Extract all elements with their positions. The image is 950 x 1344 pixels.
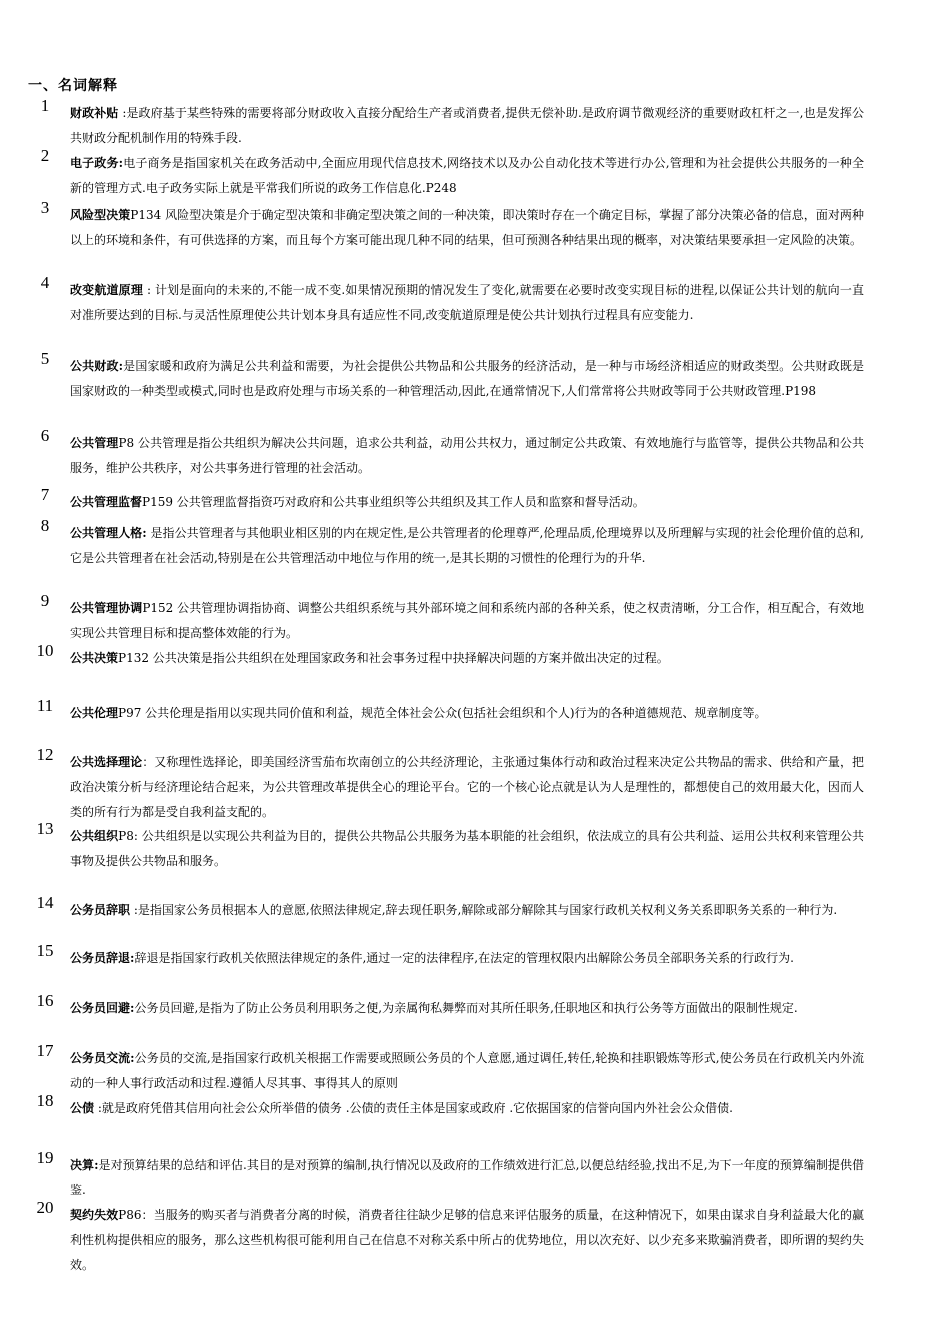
entry-body: 辞退是指国家行政机关依照法律规定的条件,通过一定的法律程序,在法定的管理权限内出解除公务员全部职务关系的行政行为. [134, 951, 794, 965]
entry-body: P134 风险型决策是介于确定型决策和非确定型决策之间的一种决策，即决策时存在一个确定目标，掌握了部分决策必备的信息，面对两种以上的环境和条件，有可供选择的方案，而且每个方案可能出现几种不同的结果，但可预测各种结果出现的概率，对决策结果要承担一定风险的决策。 [70, 208, 864, 247]
entry-number: 2 [40, 146, 50, 165]
entry-body: P8 公共管理是指公共组织为解决公共问题，追求公共利益，动用公共权力，通过制定公共政策、有效地施行与监管等，提供公共物品和公共服务，维护公共秩序，对公共事务进行管理的社会活动。 [70, 436, 864, 475]
entry-term: 公共选择理论 [70, 755, 143, 769]
entry-number: 19 [36, 1148, 54, 1167]
entry-body: P152 公共管理协调指协商、调整公共组织系统与其外部环境之间和系统内部的各种关系，使之权责清晰，分工合作，相互配合，有效地实现公共管理目标和提高整体效能的行为。 [70, 601, 864, 640]
entry-term: 公债 [70, 1101, 95, 1115]
entry-body: P132 公共决策是指公共组织在处理国家政务和社会事务过程中抉择解决问题的方案并做出决定的过程。 [118, 651, 669, 665]
entry-number: 1 [40, 96, 50, 115]
entry-number: 9 [40, 591, 50, 610]
entry-body: : 计划是面向的未来的,不能一成不变.如果情况预期的情况发生了变化,就需要在必要时改变实现目标的进程,以保证公共计划的航向一直对准所要达到的目标.与灵活性原理使公共计划本身具有适应性不同,改变航道原理是使公共计划执行过程具有应变能力. [70, 283, 864, 322]
entry-number: 18 [36, 1091, 54, 1110]
entry-number: 15 [36, 941, 54, 960]
entry-term: 财政补贴 [70, 106, 119, 120]
entry-term: 公务员辞退: [70, 951, 135, 965]
entry-term: 改变航道原理 [70, 283, 143, 297]
entry-number: 10 [36, 641, 54, 660]
entry-body: P86：当服务的购买者与消费者分离的时候，消费者往往缺少足够的信息来评估服务的质量，在这种情况下，如果由谋求自身利益最大化的赢利性机构提供相应的服务，那么这些机构很可能利用自己在信息不对称关系中所占的优势地位，用以次充好、以少充多来欺骗消费者，即所谓的契约失效。 [70, 1208, 864, 1272]
entry-term: 公共管理人格: [70, 526, 147, 540]
entry-body: :就是政府凭借其信用向社会公众所举借的债务 .公债的责任主体是国家或政府 .它依据国家的信誉向国内外社会公众借债. [94, 1101, 733, 1115]
entry-body: 是指公共管理者与其他职业相区别的内在规定性,是公共管理者的伦理尊严,伦理品质,伦理境界以及所理解与实现的社会伦理价值的总和,它是公共管理者在社会活动,特别是在公共管理活动中地位与作用的统一,是其长期的习惯性的伦理行为的升华. [70, 526, 864, 565]
entry-body: 公务员回避,是指为了防止公务员利用职务之便,为亲属徇私舞弊而对其所任职务,任职地区和执行公务等方面做出的限制性规定. [134, 1001, 798, 1015]
entry-number: 8 [40, 516, 50, 535]
entry-body: :是指国家公务员根据本人的意愿,依照法律规定,辞去现任职务,解除或部分解除其与国家行政机关权利义务关系即职务关系的一种行为. [130, 903, 838, 917]
entry-term: 公共管理 [70, 436, 119, 450]
entry-term: 公务员辞职 [70, 903, 131, 917]
entry-term: 公务员回避: [70, 1001, 135, 1015]
entry-body: 是对预算结果的总结和评估.其目的是对预算的编制,执行情况以及政府的工作绩效进行汇总,以便总结经验,找出不足,为下一年度的预算编制提供借鉴. [70, 1158, 865, 1197]
entry-term: 公务员交流: [70, 1051, 135, 1065]
entry-body: P97 公共伦理是指用以实现共同价值和利益，规范全体社会公众(包括社会组织和个人)行为的各种道德规范、规章制度等。 [118, 706, 767, 720]
entry-number: 14 [36, 893, 54, 912]
entry-number: 17 [36, 1041, 54, 1060]
entry-number: 3 [40, 198, 50, 217]
entry-body: 是国家暖和政府为满足公共利益和需要，为社会提供公共物品和公共服务的经济活动，是一种与市场经济相适应的财政类型。公共财政既是国家财政的一种类型或模式,同时也是政府处理与市场关系的一种管理活动,因此,在通常情况下,人们常常将公共财政等同于公共财政管理.P198 [70, 359, 864, 398]
entry-number: 16 [36, 991, 54, 1010]
entry-number: 7 [40, 485, 50, 504]
entry-number: 20 [36, 1198, 54, 1217]
entry-number: 12 [36, 745, 54, 764]
entry-term: 公共组织 [70, 829, 119, 843]
entry-term: 风险型决策 [70, 208, 131, 222]
entry-term: 公共财政: [70, 359, 124, 373]
entry-term: 契约失效 [70, 1208, 119, 1222]
entry-number: 4 [40, 273, 50, 292]
entry-number: 13 [36, 819, 54, 838]
entry-body: 电子商务是指国家机关在政务活动中,全面应用现代信息技术,网络技术以及办公自动化技术等进行办公,管理和为社会提供公共服务的一种全新的管理方式.电子政务实际上就是平常我们所说的政务工作信息化.P248 [70, 156, 865, 195]
entry-term: 公共管理协调 [70, 601, 143, 615]
section-title: 一、名词解释 [28, 78, 118, 94]
entry-body: P159 公共管理监督指资巧对政府和公共事业组织等公共组织及其工作人员和监察和督导活动。 [142, 495, 645, 509]
entry-body: 公务员的交流,是指国家行政机关根据工作需要或照顾公务员的个人意愿,通过调任,转任,轮换和挂职锻炼等形式,使公务员在行政机关内外流动的一种人事行政活动和过程.遵循人尽其事、事得其人的原则 [70, 1051, 865, 1090]
entry-body: P8: 公共组织是以实现公共利益为目的，提供公共物品公共服务为基本职能的社会组织，依法成立的具有公共利益、运用公共权利来管理公共事物及提供公共物品和服务。 [70, 829, 864, 868]
entry-number: 11 [36, 696, 54, 715]
entry-term: 决算: [70, 1158, 99, 1172]
entry-body: ：又称理性选择论，即美国经济雪茄布坎南创立的公共经济理论，主张通过集体行动和政治过程来决定公共物品的需求、供给和产量，把政治决策分析与经济理论结合起来，为公共管理改革提供全心的理论平台。它的一个核心论点就是认为人是理性的，都想使自己的效用最大化，因而人类的所有行为都是受自我利益支配的。 [70, 755, 864, 819]
entry-term: 公共决策 [70, 651, 119, 665]
entry-term: 电子政务: [70, 156, 124, 170]
entry-term: 公共伦理 [70, 706, 119, 720]
entry-body: :是政府基于某些特殊的需要将部分财政收入直接分配给生产者或消费者,提供无偿补助.是政府调节微观经济的重要财政杠杆之一,也是发挥公共财政分配机制作用的特殊手段. [70, 106, 864, 145]
entry-number: 6 [40, 426, 50, 445]
entry-number: 5 [40, 349, 50, 368]
entry-term: 公共管理监督 [70, 495, 143, 509]
